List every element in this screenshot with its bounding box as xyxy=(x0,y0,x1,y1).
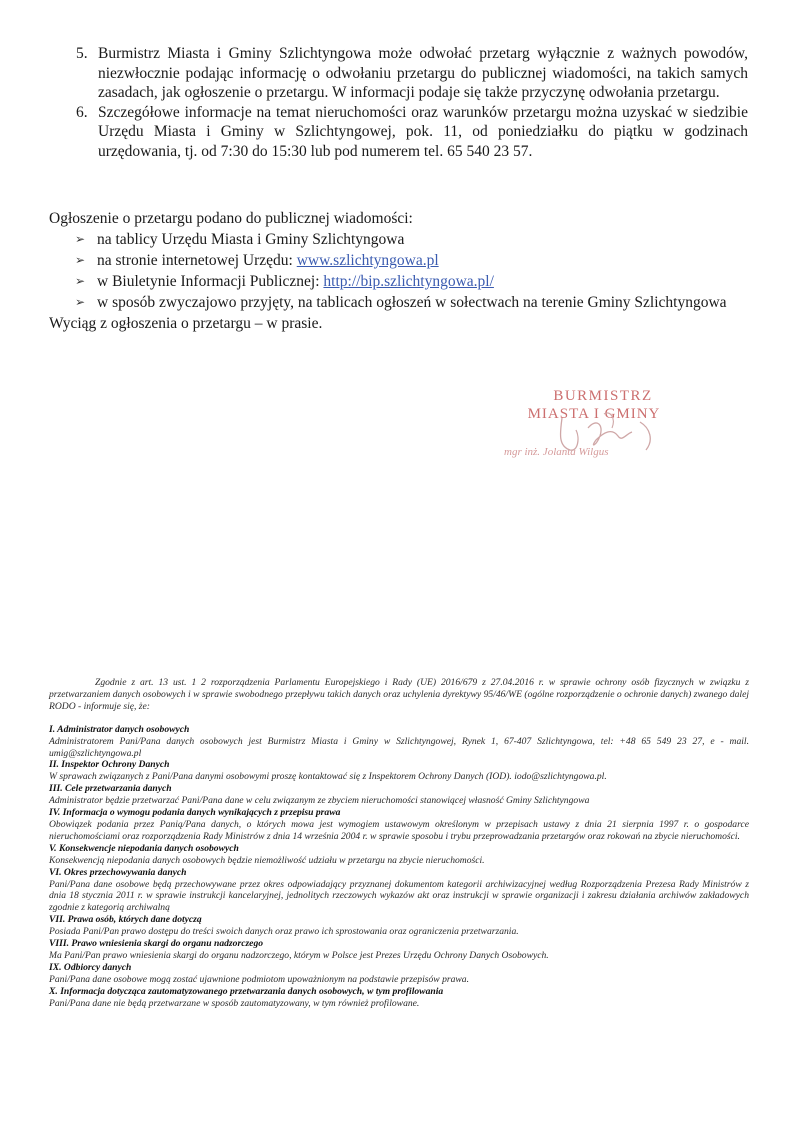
list-item xyxy=(76,44,748,103)
rodo-section-heading: IV. Informacja o wymogu podania danych wynikających z przepisu prawa xyxy=(49,807,341,819)
stamp-subtitle: MIASTA I GMINY xyxy=(527,406,661,422)
rodo-section-heading: X. Informacja dotycząca zautomatyzowanego przetwarzania danych osobowych, w tym profilowania xyxy=(49,985,444,997)
rodo-section-text: Obowiązek podania przez Panią/Pana danych, o których mowa jest wymogiem ustawowym określonym w przepisach ustawy z dnia 21 sierpnia 1997 r. o gospodarce nieruchomościami oraz rozporządzenia Rady Ministrów z dnia 14 września 2004 r. w sprawie sposobu i trybu przeprowadzania przetargów oraz rokowań na zbycie nieruchomości. xyxy=(49,818,749,842)
rodo-section-text: Posiada Pani/Pan prawo dostępu do treści swoich danych oraz prawo ich sprostowania oraz ograniczenia przetwarzania. xyxy=(49,926,519,938)
rodo-section-heading: VII. Prawa osób, których dane dotyczą xyxy=(49,914,202,926)
rodo-section-heading: IX. Odbiorcy danych xyxy=(49,961,132,973)
item-text: Szczegółowe informacje na temat nieruchomości oraz warunków przetargu można uzyskać w siedzibie Urzędu Miasta i Gminy w Szlichtyngowej, pok. 11, od poniedziałku do piątku w godzinach urzędowania, tj. od 7:30 do 15:30 lub pod numerem tel. 65 540 23 57. xyxy=(98,103,748,160)
item-text: Burmistrz Miasta i Gminy Szlichtyngowa może odwołać przetarg wyłącznie z ważnych powodów, niezwłocznie podając informację o odwołaniu przetargu do publicznej wiadomości, na takich samych zasadach, jak ogłoszenie o przetargu. W informacji podaje się także przyczynę odwołania przetargu. xyxy=(98,45,748,101)
publication-item-prefix: na stronie internetowej Urzędu: xyxy=(97,252,297,269)
item-number: 6. xyxy=(76,103,88,121)
bip-link[interactable]: http://bip.szlichtyngowa.pl/ xyxy=(323,273,494,290)
arrow-bullet-icon: ➢ xyxy=(75,274,86,288)
list-item xyxy=(76,103,748,162)
rodo-intro: Zgodnie z art. 13 ust. 1 2 rozporządzenia Parlamentu Europejskiego i Rady (UE) 2016/679 z 27.04.2016 r. w sprawie ochrony osób fizycznych w związku z przetwarzaniem danych osobowych i w sprawie swobodnego przepływu takich danych oraz uchylenia dyrektywy 95/46/WE (ogólne rozporządzenie o ochronie danych) zwanego dalej RODO - informuje się, że: xyxy=(49,677,749,712)
rodo-section-text: Pani/Pana dane osobowe mogą zostać ujawnione podmiotom upoważnionym na podstawie przepisów prawa. xyxy=(49,973,469,985)
publication-item-text xyxy=(97,271,494,292)
publication-item-text: na tablicy Urzędu Miasta i Gminy Szlichtyngowa xyxy=(97,231,405,248)
publication-item xyxy=(49,229,749,250)
rodo-section-heading: II. Inspektor Ochrony Danych xyxy=(49,759,170,771)
signature-stamp xyxy=(500,388,670,468)
rodo-section-heading: V. Konsekwencje niepodania danych osobowych xyxy=(49,842,239,854)
rodo-section-text: Konsekwencją niepodania danych osobowych będzie niemożliwość udziału w przetargu na zbycie nieruchomości. xyxy=(49,854,485,866)
stamp-signatory: mgr inż. Jolanta Wilgus xyxy=(504,446,609,458)
rodo-section-text: Pani/Pana dane osobowe będą przechowywane przez okres odpowiadający przyznanej dokumentom kategorii archiwizacyjnej według Rozporządzenia Prezesa Rady Ministrów z dnia 18 stycznia 2011 r. w sprawie instrukcji kancelaryjnej, jednolitych rzeczowych wykazów akt oraz instrukcji w sprawie organizacji i zakresu działania archiwów zakładowych zgodnie z kategorią archiwalną xyxy=(49,878,749,914)
website-link[interactable]: www.szlichtyngowa.pl xyxy=(296,252,439,269)
rodo-clause xyxy=(49,677,749,1009)
publication-intro: Ogłoszenie o przetargu podano do publicznej wiadomości: xyxy=(49,210,413,227)
rodo-section-text: W sprawach związanych z Pani/Pana danymi osobowymi proszę kontaktować się z Inspektorem Ochrony Danych (IOD). iodo@szlichtyngowa.pl. xyxy=(49,771,607,783)
publication-item xyxy=(49,271,749,292)
rodo-section-text: Administrator będzie przetwarzać Pani/Pana dane w celu związanym ze zbyciem nieruchomości stanowiącej własność Gminy Szlichtyngowa xyxy=(49,795,590,807)
rodo-section-heading: VIII. Prawo wniesienia skargi do organu nadzorczego xyxy=(49,938,264,950)
arrow-bullet-icon: ➢ xyxy=(75,295,86,309)
publication-item-prefix: w Biuletynie Informacji Publicznej: xyxy=(97,273,324,290)
rodo-section-text: Administratorem Pani/Pana danych osobowych jest Burmistrz Miasta i Gminy w Szlichtyngowej, Rynek 1, 67-407 Szlichtyngowa, tel: +48 65 549 23 27, e - mail. umig@szlichtyngowa.pl xyxy=(49,735,749,759)
publication-item-text xyxy=(97,250,439,271)
press-excerpt-note: Wyciąg z ogłoszenia o przetargu – w prasie. xyxy=(49,315,323,332)
arrow-bullet-icon: ➢ xyxy=(75,232,86,246)
rodo-section-text: Pani/Pana dane nie będą przetwarzane w sposób zautomatyzowany, w tym również profilowane. xyxy=(49,997,420,1009)
rodo-section-text: Ma Pani/Pan prawo wniesienia skargi do organu nadzorczego, którym w Polsce jest Prezes Urzędu Ochrony Danych Osobowych. xyxy=(49,949,549,961)
item-number: 5. xyxy=(76,45,88,62)
publication-section xyxy=(49,208,749,334)
rodo-section-heading: III. Cele przetwarzania danych xyxy=(49,783,172,795)
arrow-bullet-icon: ➢ xyxy=(75,253,86,267)
numbered-list xyxy=(76,44,748,161)
stamp-title: BURMISTRZ xyxy=(553,388,653,404)
rodo-section-heading: VI. Okres przechowywania danych xyxy=(49,866,187,878)
handwritten-signature xyxy=(500,388,670,468)
rodo-section-heading: I. Administrator danych osobowych xyxy=(49,723,190,735)
publication-item xyxy=(49,292,749,313)
publication-item-text: w sposób zwyczajowo przyjęty, na tablicach ogłoszeń w sołectwach na terenie Gminy Szlichtyngowa xyxy=(97,294,727,311)
publication-item xyxy=(49,250,749,271)
